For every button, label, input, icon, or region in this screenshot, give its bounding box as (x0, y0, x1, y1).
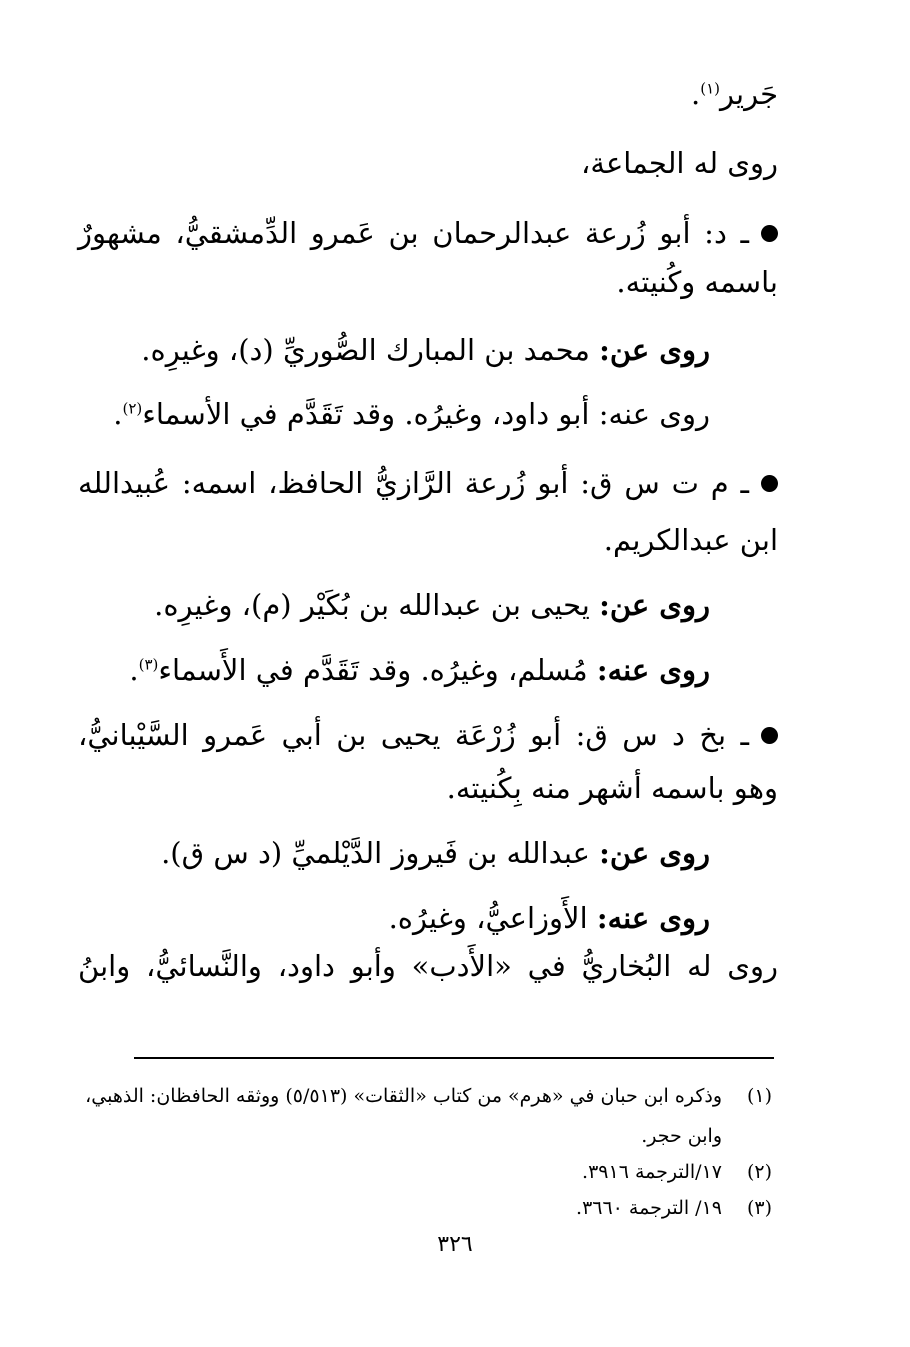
footnote-marker[interactable]: (٣) (138, 655, 159, 674)
page-number: ٣٢٦ (437, 1232, 473, 1257)
footnote-number: (٣) (746, 1197, 772, 1219)
footnote-marker[interactable]: (٢) (122, 399, 143, 418)
label: روى عنه: (598, 397, 710, 431)
footnote-text: ١٧/الترجمة ٣٩١٦. (582, 1161, 722, 1183)
footnote-1-continuation: وابن حجر. (641, 1125, 722, 1147)
text-line-4: باسمه وكُنيته. (616, 265, 778, 299)
value: عبدالله بن فَيروز الدَّيْلميِّ (د س ق). (161, 836, 590, 870)
rawa-anhu-line-3 (389, 898, 710, 938)
rawa-an-line-2 (154, 585, 710, 625)
value: محمد بن المبارك الصُّوريِّ (د)، وغيرِه. (141, 333, 590, 367)
entry-heading: ـ د: أبو زُرعة عبدالرحمان بن عَمرو الدِّمشقيُّ، مشهورٌ (78, 216, 749, 250)
rawa-anhu-line-1 (113, 394, 710, 434)
label: روى عن: (599, 588, 710, 622)
value: يحيى بن عبدالله بن بُكَيْر (م)، وغيرِه. (154, 588, 590, 622)
footnote-number: (١) (746, 1085, 772, 1107)
punctuation: . (129, 653, 139, 687)
footnote-2 (582, 1158, 772, 1186)
label: روى عنه: (596, 901, 710, 935)
entry-heading: ـ بخ د س ق: أبو زُرْعَة يحيى بن أبي عَمرو السَّيْبانيُّ، (78, 718, 749, 752)
entry-line-abu-zura-saybani (78, 715, 778, 755)
text-line-15: روى له البُخاريُّ في «الأَدب» وأبو داود، والنَّسائيُّ، وابنُ (78, 949, 778, 983)
label: روى عن: (599, 333, 710, 367)
entry-line-abu-zura-razi (78, 463, 778, 503)
entry-heading: ـ م ت س ق: أبو زُرعة الرَّازيُّ الحافظ، اسمه: عُبيدالله (78, 466, 749, 500)
footnote-number: (٢) (746, 1161, 772, 1183)
word: جَرير (720, 77, 778, 111)
punctuation: . (691, 77, 701, 111)
rawa-an-line-3 (161, 833, 710, 873)
entry-line-abu-zura-dimashqi (78, 213, 778, 253)
footnote-text: ١٩/ الترجمة ٣٦٦٠. (576, 1197, 722, 1219)
footnote-text: وذكره ابن حبان في «هرم» من كتاب «الثقات» (٥/٥١٣) ووثقه الحافظان: الذهبي، (85, 1085, 722, 1107)
footnote-1 (85, 1082, 772, 1110)
value: الأَوزاعيُّ، وغيرُه. (388, 901, 588, 935)
text-line-1 (691, 74, 778, 114)
value: أبو داود، وغيرُه. وقد تَقَدَّم في الأسماء (142, 397, 590, 431)
label: روى عنه: (596, 653, 710, 687)
rawa-an-line-1 (141, 330, 710, 370)
bullet-icon (761, 225, 778, 242)
value: مُسلم، وغيرُه. وقد تَقَدَّم في الأَسماء (158, 653, 588, 687)
punctuation: . (113, 397, 123, 431)
label: روى عن: (599, 836, 710, 870)
rawa-anhu-line-2 (129, 650, 710, 690)
footnote-marker[interactable]: (١) (700, 79, 720, 98)
text-line-8: ابن عبدالكريم. (603, 523, 778, 557)
footnote-3 (576, 1194, 772, 1222)
text-line-2: روى له الجماعة، (581, 146, 778, 180)
bullet-icon (761, 475, 778, 492)
footnote-separator (134, 1057, 774, 1059)
text-line-12: وهو باسمه أشهر منه بِكُنيته. (446, 771, 778, 805)
bullet-icon (761, 727, 778, 744)
